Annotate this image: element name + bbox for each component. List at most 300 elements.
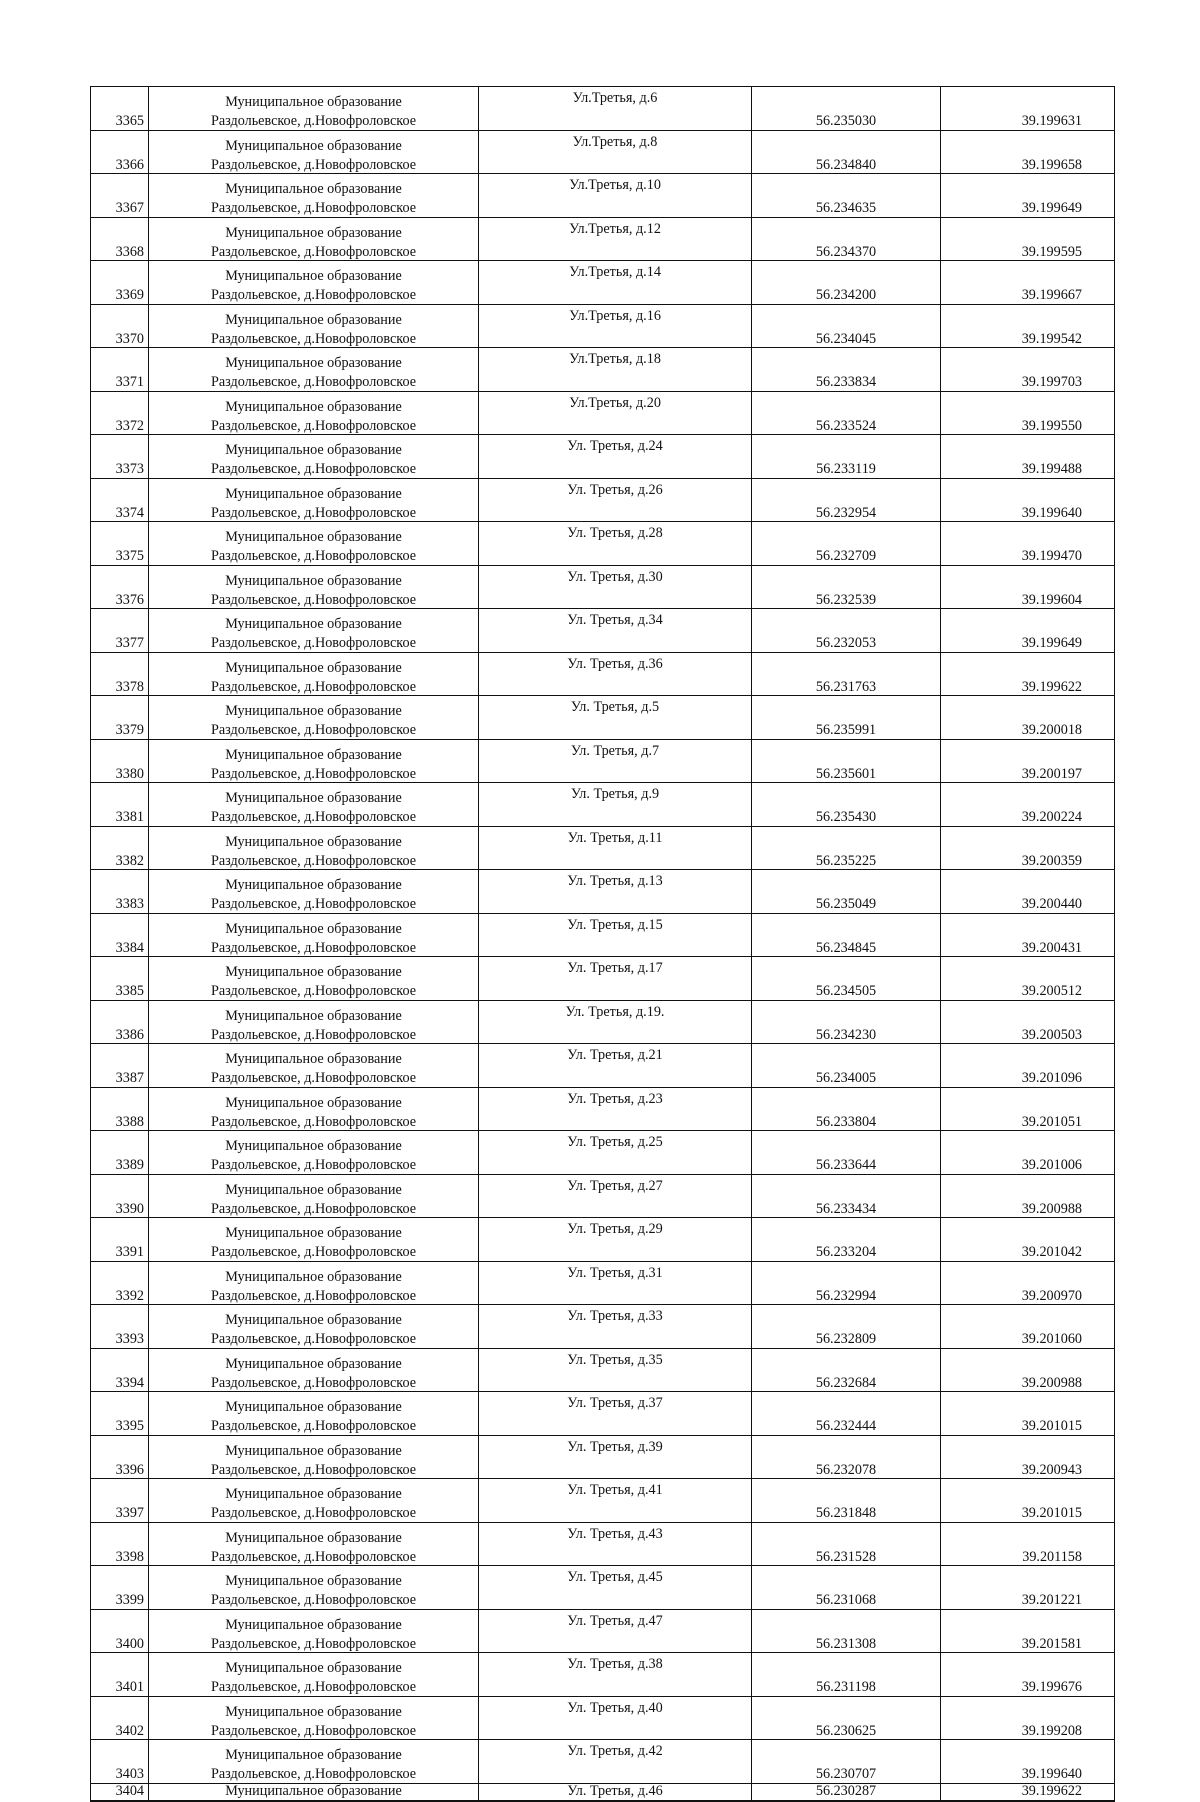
longitude-cell bbox=[941, 1348, 1115, 1392]
municipality-line-1: Муниципальное образование bbox=[225, 1783, 402, 1800]
municipality-line-1: Муниципальное образование bbox=[225, 1355, 402, 1372]
row-number: 3369 bbox=[115, 287, 144, 304]
municipality-line-1: Муниципальное образование bbox=[225, 1181, 402, 1198]
latitude-cell bbox=[752, 1653, 941, 1697]
address-cell bbox=[479, 174, 752, 218]
row-number: 3368 bbox=[115, 243, 144, 260]
municipality-cell bbox=[149, 1653, 479, 1697]
table-row bbox=[91, 957, 1115, 1001]
row-number-cell bbox=[91, 1131, 149, 1175]
row-number: 3396 bbox=[115, 1461, 144, 1478]
latitude-cell bbox=[752, 652, 941, 696]
row-number: 3394 bbox=[115, 1374, 144, 1391]
municipality-line-2: Раздольевское, д.Новофроловское bbox=[210, 1200, 417, 1217]
municipality-line-1: Муниципальное образование bbox=[225, 355, 402, 372]
table-row bbox=[91, 87, 1115, 131]
address-cell bbox=[479, 87, 752, 131]
longitude-value: 39.199640 bbox=[1021, 1766, 1082, 1783]
latitude-value: 56.235601 bbox=[815, 765, 877, 782]
table-row bbox=[91, 1522, 1115, 1566]
table-row bbox=[91, 696, 1115, 740]
street-address: Ул.Третья, д.12 bbox=[569, 220, 661, 237]
municipality-line-2: Раздольевское, д.Новофроловское bbox=[210, 548, 417, 565]
latitude-cell bbox=[752, 130, 941, 174]
latitude-value: 56.233524 bbox=[815, 417, 877, 434]
longitude-cell bbox=[941, 609, 1115, 653]
register-body bbox=[91, 87, 1115, 1801]
table-row bbox=[91, 1566, 1115, 1610]
street-address: Ул.Третья, д.6 bbox=[572, 90, 658, 106]
address-cell bbox=[479, 217, 752, 261]
latitude-value: 56.234845 bbox=[815, 939, 877, 956]
municipality-cell bbox=[149, 1087, 479, 1131]
longitude-cell bbox=[941, 1000, 1115, 1044]
row-number-cell bbox=[91, 1174, 149, 1218]
row-number-cell bbox=[91, 1218, 149, 1262]
street-address: Ул. Третья, д.29 bbox=[567, 1221, 663, 1237]
street-address: Ул. Третья, д.9 bbox=[570, 786, 660, 802]
row-number: 3378 bbox=[115, 678, 144, 695]
municipality-line-2: Раздольевское, д.Новофроловское bbox=[210, 156, 417, 173]
street-address: Ул.Третья, д.18 bbox=[569, 351, 661, 367]
row-number-cell bbox=[91, 1566, 149, 1610]
street-address: Ул. Третья, д.7 bbox=[570, 742, 660, 759]
row-number: 3373 bbox=[115, 461, 144, 478]
municipality-line-2: Раздольевское, д.Новофроловское bbox=[210, 852, 417, 869]
municipality-line-1: Муниципальное образование bbox=[225, 137, 402, 154]
longitude-cell bbox=[941, 1740, 1115, 1784]
municipality-line-1: Муниципальное образование bbox=[225, 442, 402, 459]
address-register-table bbox=[90, 86, 1115, 1802]
address-cell bbox=[479, 1740, 752, 1784]
row-number: 3391 bbox=[115, 1244, 144, 1261]
municipality-line-2: Раздольевское, д.Новофроловское bbox=[210, 1157, 417, 1174]
table-row bbox=[91, 174, 1115, 218]
municipality-line-2: Раздольевское, д.Новофроловское bbox=[210, 1592, 417, 1609]
address-cell bbox=[479, 1348, 752, 1392]
street-address: Ул.Третья, д.20 bbox=[569, 394, 661, 411]
municipality-line-2: Раздольевское, д.Новофроловское bbox=[210, 1287, 417, 1304]
latitude-value: 56.234635 bbox=[815, 200, 877, 217]
address-cell bbox=[479, 522, 752, 566]
row-number: 3380 bbox=[115, 765, 144, 782]
street-address: Ул. Третья, д.47 bbox=[567, 1612, 663, 1629]
longitude-value: 39.200943 bbox=[1021, 1461, 1082, 1478]
municipality-line-2: Раздольевское, д.Новофроловское bbox=[210, 1635, 417, 1652]
row-number-cell bbox=[91, 957, 149, 1001]
row-number: 3385 bbox=[115, 983, 144, 1000]
municipality-cell bbox=[149, 783, 479, 827]
row-number-cell bbox=[91, 130, 149, 174]
latitude-value: 56.235991 bbox=[815, 722, 877, 739]
municipality-cell bbox=[149, 957, 479, 1001]
municipality-line-2: Раздольевское, д.Новофроловское bbox=[210, 939, 417, 956]
municipality-line-2: Раздольевское, д.Новофроловское bbox=[210, 287, 417, 304]
longitude-cell bbox=[941, 1609, 1115, 1653]
street-address: Ул. Третья, д.38 bbox=[567, 1656, 663, 1672]
latitude-value: 56.231308 bbox=[815, 1635, 877, 1652]
longitude-cell bbox=[941, 435, 1115, 479]
municipality-line-2: Раздольевское, д.Новофроловское bbox=[210, 1026, 417, 1043]
table-row bbox=[91, 1696, 1115, 1740]
address-cell bbox=[479, 478, 752, 522]
longitude-value: 39.200224 bbox=[1021, 809, 1082, 826]
latitude-cell bbox=[752, 565, 941, 609]
table-row bbox=[91, 1305, 1115, 1349]
longitude-cell bbox=[941, 1305, 1115, 1349]
latitude-cell bbox=[752, 1218, 941, 1262]
row-number-cell bbox=[91, 609, 149, 653]
longitude-value: 39.201581 bbox=[1021, 1635, 1082, 1652]
row-number: 3392 bbox=[115, 1287, 144, 1304]
longitude-value: 39.201221 bbox=[1021, 1592, 1082, 1609]
municipality-line-2: Раздольевское, д.Новофроловское bbox=[210, 1679, 417, 1696]
latitude-value: 56.234200 bbox=[815, 287, 877, 304]
latitude-cell bbox=[752, 348, 941, 392]
latitude-cell bbox=[752, 478, 941, 522]
longitude-value: 39.199703 bbox=[1021, 374, 1082, 391]
address-cell bbox=[479, 1000, 752, 1044]
longitude-value: 39.200197 bbox=[1021, 765, 1082, 782]
longitude-cell bbox=[941, 957, 1115, 1001]
longitude-value: 39.199622 bbox=[1021, 678, 1082, 695]
latitude-value: 56.233834 bbox=[815, 374, 877, 391]
longitude-value: 39.199649 bbox=[1021, 200, 1082, 217]
table-row bbox=[91, 1131, 1115, 1175]
latitude-cell bbox=[752, 1783, 941, 1801]
street-address: Ул.Третья, д.16 bbox=[569, 307, 661, 324]
address-cell bbox=[479, 130, 752, 174]
latitude-value: 56.230707 bbox=[815, 1766, 877, 1783]
latitude-value: 56.233644 bbox=[815, 1157, 877, 1174]
table-row bbox=[91, 870, 1115, 914]
table-row bbox=[91, 1087, 1115, 1131]
municipality-cell bbox=[149, 174, 479, 218]
row-number-cell bbox=[91, 1348, 149, 1392]
latitude-cell bbox=[752, 217, 941, 261]
table-row bbox=[91, 1000, 1115, 1044]
longitude-cell bbox=[941, 304, 1115, 348]
street-address: Ул. Третья, д.26 bbox=[567, 481, 663, 498]
municipality-cell bbox=[149, 1348, 479, 1392]
longitude-value: 39.200988 bbox=[1021, 1374, 1082, 1391]
latitude-value: 56.234230 bbox=[815, 1026, 877, 1043]
latitude-cell bbox=[752, 1479, 941, 1523]
latitude-value: 56.232539 bbox=[815, 591, 877, 608]
latitude-value: 56.234370 bbox=[815, 243, 877, 260]
longitude-value: 39.199550 bbox=[1021, 417, 1082, 434]
latitude-value: 56.232709 bbox=[815, 548, 877, 565]
longitude-value: 39.199667 bbox=[1021, 287, 1082, 304]
latitude-value: 56.232078 bbox=[815, 1461, 877, 1478]
latitude-value: 56.231198 bbox=[816, 1679, 876, 1696]
latitude-cell bbox=[752, 1392, 941, 1436]
longitude-value: 39.199470 bbox=[1021, 548, 1082, 565]
latitude-value: 56.232684 bbox=[815, 1374, 877, 1391]
table-row bbox=[91, 783, 1115, 827]
municipality-line-2: Раздольевское, д.Новофроловское bbox=[210, 113, 417, 130]
municipality-cell bbox=[149, 1522, 479, 1566]
longitude-cell bbox=[941, 1653, 1115, 1697]
municipality-cell bbox=[149, 1174, 479, 1218]
row-number: 3388 bbox=[115, 1113, 144, 1130]
latitude-cell bbox=[752, 1087, 941, 1131]
table-row bbox=[91, 348, 1115, 392]
latitude-cell bbox=[752, 304, 941, 348]
row-number-cell bbox=[91, 1087, 149, 1131]
municipality-line-1: Муниципальное образование bbox=[225, 703, 402, 720]
table-row bbox=[91, 261, 1115, 305]
table-row bbox=[91, 609, 1115, 653]
municipality-cell bbox=[149, 696, 479, 740]
longitude-cell bbox=[941, 478, 1115, 522]
longitude-cell bbox=[941, 1522, 1115, 1566]
latitude-value: 56.232809 bbox=[815, 1331, 877, 1348]
row-number-cell bbox=[91, 652, 149, 696]
municipality-cell bbox=[149, 1479, 479, 1523]
street-address: Ул. Третья, д.33 bbox=[567, 1308, 663, 1324]
address-cell bbox=[479, 652, 752, 696]
latitude-cell bbox=[752, 783, 941, 827]
address-cell bbox=[479, 1392, 752, 1436]
longitude-cell bbox=[941, 174, 1115, 218]
address-cell bbox=[479, 348, 752, 392]
municipality-line-1: Муниципальное образование bbox=[225, 616, 402, 633]
longitude-cell bbox=[941, 391, 1115, 435]
latitude-cell bbox=[752, 826, 941, 870]
longitude-cell bbox=[941, 1044, 1115, 1088]
row-number: 3397 bbox=[115, 1505, 144, 1522]
row-number: 3370 bbox=[115, 330, 144, 347]
street-address: Ул. Третья, д.43 bbox=[567, 1525, 663, 1542]
street-address: Ул. Третья, д.36 bbox=[567, 655, 663, 672]
row-number: 3403 bbox=[115, 1766, 144, 1783]
longitude-cell bbox=[941, 130, 1115, 174]
longitude-cell bbox=[941, 1783, 1115, 1801]
latitude-cell bbox=[752, 1740, 941, 1784]
latitude-value: 56.234005 bbox=[815, 1070, 877, 1087]
row-number: 3386 bbox=[115, 1026, 144, 1043]
latitude-cell bbox=[752, 1522, 941, 1566]
municipality-cell bbox=[149, 1261, 479, 1305]
row-number-cell bbox=[91, 1696, 149, 1740]
table-row bbox=[91, 1479, 1115, 1523]
street-address: Ул. Третья, д.13 bbox=[567, 873, 663, 889]
latitude-cell bbox=[752, 1305, 941, 1349]
street-address: Ул. Третья, д.41 bbox=[567, 1482, 663, 1498]
municipality-line-1: Муниципальное образование bbox=[225, 1051, 402, 1068]
row-number-cell bbox=[91, 261, 149, 305]
latitude-value: 56.234505 bbox=[815, 983, 877, 1000]
longitude-cell bbox=[941, 696, 1115, 740]
municipality-cell bbox=[149, 1392, 479, 1436]
longitude-cell bbox=[941, 870, 1115, 914]
address-cell bbox=[479, 1087, 752, 1131]
municipality-cell bbox=[149, 478, 479, 522]
latitude-cell bbox=[752, 1609, 941, 1653]
address-cell bbox=[479, 565, 752, 609]
row-number-cell bbox=[91, 1609, 149, 1653]
longitude-cell bbox=[941, 1174, 1115, 1218]
street-address: Ул. Третья, д.24 bbox=[567, 438, 663, 454]
address-cell bbox=[479, 1479, 752, 1523]
latitude-cell bbox=[752, 1435, 941, 1479]
municipality-line-1: Муниципальное образование bbox=[225, 877, 402, 894]
table-row bbox=[91, 478, 1115, 522]
row-number: 3401 bbox=[115, 1679, 144, 1696]
table-row bbox=[91, 391, 1115, 435]
municipality-cell bbox=[149, 348, 479, 392]
municipality-cell bbox=[149, 217, 479, 261]
street-address: Ул. Третья, д.11 bbox=[567, 829, 663, 846]
table-row bbox=[91, 522, 1115, 566]
address-cell bbox=[479, 261, 752, 305]
address-cell bbox=[479, 1522, 752, 1566]
table-row bbox=[91, 217, 1115, 261]
municipality-line-1: Муниципальное образование bbox=[225, 572, 402, 589]
municipality-cell bbox=[149, 565, 479, 609]
municipality-line-1: Муниципальное образование bbox=[225, 224, 402, 241]
table-row bbox=[91, 1348, 1115, 1392]
latitude-cell bbox=[752, 1174, 941, 1218]
latitude-cell bbox=[752, 261, 941, 305]
table-row bbox=[91, 1435, 1115, 1479]
address-cell bbox=[479, 435, 752, 479]
municipality-cell bbox=[149, 261, 479, 305]
municipality-line-1: Муниципальное образование bbox=[225, 485, 402, 502]
latitude-value: 56.231763 bbox=[815, 678, 877, 695]
municipality-line-2: Раздольевское, д.Новофроловское bbox=[210, 1505, 417, 1522]
latitude-value: 56.233119 bbox=[816, 461, 876, 478]
row-number-cell bbox=[91, 1261, 149, 1305]
longitude-value: 39.199208 bbox=[1021, 1722, 1082, 1739]
row-number: 3393 bbox=[115, 1331, 144, 1348]
street-address: Ул. Третья, д.40 bbox=[567, 1699, 663, 1716]
row-number-cell bbox=[91, 1653, 149, 1697]
municipality-line-2: Раздольевское, д.Новофроловское bbox=[210, 591, 417, 608]
row-number: 3404 bbox=[115, 1783, 144, 1800]
row-number-cell bbox=[91, 1783, 149, 1801]
municipality-line-1: Муниципальное образование bbox=[225, 1138, 402, 1155]
table-row bbox=[91, 652, 1115, 696]
latitude-cell bbox=[752, 1348, 941, 1392]
street-address: Ул.Третья, д.14 bbox=[569, 264, 661, 280]
row-number: 3379 bbox=[115, 722, 144, 739]
municipality-line-1: Муниципальное образование bbox=[225, 1486, 402, 1503]
municipality-line-2: Раздольевское, д.Новофроловское bbox=[210, 722, 417, 739]
longitude-cell bbox=[941, 1131, 1115, 1175]
longitude-value: 39.199488 bbox=[1021, 461, 1082, 478]
municipality-line-1: Муниципальное образование bbox=[225, 746, 402, 763]
municipality-line-2: Раздольевское, д.Новофроловское bbox=[210, 1113, 417, 1130]
municipality-cell bbox=[149, 913, 479, 957]
longitude-value: 39.199595 bbox=[1021, 243, 1082, 260]
longitude-value: 39.200018 bbox=[1021, 722, 1082, 739]
longitude-cell bbox=[941, 739, 1115, 783]
street-address: Ул. Третья, д.31 bbox=[567, 1264, 663, 1281]
latitude-value: 56.235430 bbox=[815, 809, 877, 826]
row-number-cell bbox=[91, 304, 149, 348]
street-address: Ул. Третья, д.25 bbox=[567, 1134, 663, 1150]
latitude-cell bbox=[752, 1000, 941, 1044]
municipality-line-2: Раздольевское, д.Новофроловское bbox=[210, 896, 417, 913]
longitude-value: 39.199658 bbox=[1021, 156, 1082, 173]
address-cell bbox=[479, 1566, 752, 1610]
municipality-cell bbox=[149, 1783, 479, 1801]
municipality-line-1: Муниципальное образование bbox=[225, 833, 402, 850]
street-address: Ул.Третья, д.10 bbox=[569, 177, 661, 193]
row-number-cell bbox=[91, 217, 149, 261]
municipality-cell bbox=[149, 1740, 479, 1784]
address-cell bbox=[479, 826, 752, 870]
municipality-line-2: Раздольевское, д.Новофроловское bbox=[210, 461, 417, 478]
longitude-cell bbox=[941, 1696, 1115, 1740]
latitude-cell bbox=[752, 913, 941, 957]
street-address: Ул. Третья, д.39 bbox=[567, 1438, 663, 1455]
table-row bbox=[91, 435, 1115, 479]
table-row bbox=[91, 1174, 1115, 1218]
row-number-cell bbox=[91, 1000, 149, 1044]
municipality-line-2: Раздольевское, д.Новофроловское bbox=[210, 1722, 417, 1739]
address-cell bbox=[479, 1609, 752, 1653]
longitude-value: 39.201158 bbox=[1022, 1548, 1082, 1565]
latitude-value: 56.234045 bbox=[815, 330, 877, 347]
latitude-value: 56.233434 bbox=[815, 1200, 877, 1217]
municipality-line-2: Раздольевское, д.Новофроловское bbox=[210, 1766, 417, 1783]
municipality-cell bbox=[149, 1131, 479, 1175]
municipality-line-1: Муниципальное образование bbox=[225, 1529, 402, 1546]
latitude-value: 56.235030 bbox=[815, 113, 877, 130]
municipality-cell bbox=[149, 435, 479, 479]
municipality-line-1: Муниципальное образование bbox=[225, 1268, 402, 1285]
street-address: Ул. Третья, д.45 bbox=[567, 1569, 663, 1585]
municipality-line-2: Раздольевское, д.Новофроловское bbox=[210, 374, 417, 391]
municipality-cell bbox=[149, 1609, 479, 1653]
row-number-cell bbox=[91, 826, 149, 870]
row-number-cell bbox=[91, 1435, 149, 1479]
municipality-line-2: Раздольевское, д.Новофроловское bbox=[210, 1244, 417, 1261]
row-number-cell bbox=[91, 1479, 149, 1523]
latitude-value: 56.232444 bbox=[815, 1418, 877, 1435]
street-address: Ул. Третья, д.46 bbox=[567, 1783, 663, 1800]
table-row bbox=[91, 826, 1115, 870]
longitude-value: 39.200512 bbox=[1021, 983, 1082, 1000]
municipality-line-1: Муниципальное образование bbox=[225, 920, 402, 937]
row-number: 3387 bbox=[115, 1070, 144, 1087]
longitude-cell bbox=[941, 217, 1115, 261]
municipality-cell bbox=[149, 130, 479, 174]
longitude-cell bbox=[941, 1261, 1115, 1305]
row-number: 3367 bbox=[115, 200, 144, 217]
latitude-value: 56.233804 bbox=[815, 1113, 877, 1130]
street-address: Ул.Третья, д.8 bbox=[572, 133, 658, 150]
municipality-line-1: Муниципальное образование bbox=[225, 1660, 402, 1677]
row-number: 3376 bbox=[115, 591, 144, 608]
municipality-line-1: Муниципальное образование bbox=[225, 1094, 402, 1111]
latitude-cell bbox=[752, 174, 941, 218]
address-cell bbox=[479, 1696, 752, 1740]
row-number: 3377 bbox=[115, 635, 144, 652]
municipality-line-1: Муниципальное образование bbox=[225, 790, 402, 807]
street-address: Ул. Третья, д.28 bbox=[567, 525, 663, 541]
table-row bbox=[91, 1783, 1115, 1801]
latitude-value: 56.232053 bbox=[815, 635, 877, 652]
row-number: 3390 bbox=[115, 1200, 144, 1217]
row-number-cell bbox=[91, 783, 149, 827]
latitude-value: 56.234840 bbox=[815, 156, 877, 173]
municipality-line-2: Раздольевское, д.Новофроловское bbox=[210, 200, 417, 217]
row-number: 3395 bbox=[115, 1418, 144, 1435]
